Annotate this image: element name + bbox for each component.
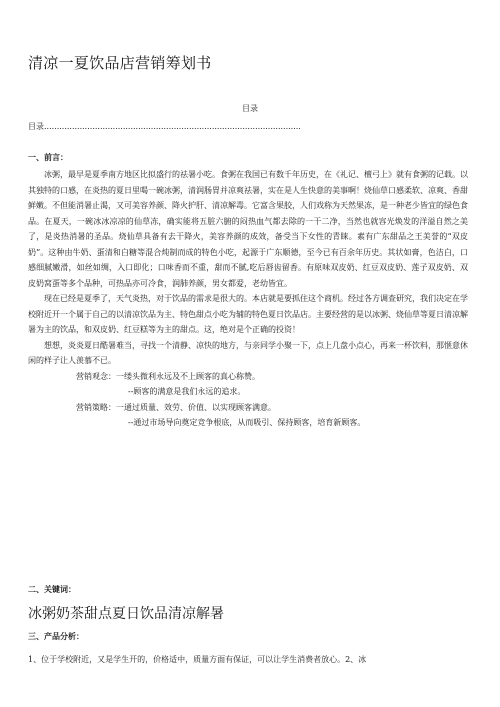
paragraph: 冰粥，最早是夏季南方地区比拟盛行的祛暑小吃。食粥在我国已有数千年历史，在《礼记、檀弓上》就有食粥的记载。以其独特的口感，在炎热的夏日里喝一碗冰粥，清润肠胃并凉爽祛暑，实在是人生快意的美事啊！烧仙草口感柔软、凉爽、香甜鲜嫩。不但能消暑止渴，又可美容养颜、降火护肝、清凉解毒。它富含果胶，人们戏称为天然果冻，是一种老少皆宜的绿色食品。在夏天，一碗冰冰凉凉的仙草冻，确实能将五脏六腑的闷热血气都去除的一干二净，当然也就容光焕发的洋溢自然之美了，是炎热消暑的圣品。烧仙草具备有去干降火，美容养颜的成效，备受当下女性的青睐。素有广东甜品之王美誉的“双皮奶”。这种由牛奶、蛋清和白糖等混合炖制而成的特色小吃，起源于广东顺德，至今已有百余年历史。其状如膏，色洁白，口感细腻嫩滑，如丝如绸，入口即化；口味香而不重，甜而不腻,吃后唇齿留香。有原味双皮奶、红豆双皮奶、莲子双皮奶、双皮奶窝蛋等多个品种，可热品亦可冷食，润肺养颜，男女都爱，老幼皆宜。 [28, 170, 468, 288]
marketing-concept: 营销观念：一缕头微利永远及不上顾客的真心称赞。 [76, 371, 260, 381]
toc-entry[interactable]: 目录..................................................................................................... [28, 122, 301, 131]
preface-body [28, 167, 468, 431]
marketing-concept-sub: --顾客的满意是我们永远的追求。 [128, 387, 246, 396]
marketing-strategy-sub: --通过市场导向奠定竞争根底，从而吸引、保持顾客，培育新顾客。 [128, 418, 366, 427]
section-heading-preface: 一、前言： [28, 153, 68, 162]
paragraph: 想想，炎炎夏日酷暑难当，寻找一个清静、凉快的地方，与亲同学小聚一下，点上几盘小点心，再来一杯饮料，那惬意休闲的样子让人羡慕不已。 [28, 340, 468, 365]
section-heading-keywords: 二、关键词： [28, 585, 76, 594]
toc-heading: 目录 [242, 104, 258, 113]
section-heading-product-analysis: 三、产品分析： [28, 632, 84, 641]
product-analysis-text: 1、位于学校附近，又是学生开的，价格适中，质量方面有保证，可以让学生消费者放心。2、冰 [28, 655, 367, 664]
document-title: 清凉一夏饮品店营销筹划书 [28, 54, 212, 72]
paragraph: 现在已经是夏季了，天气炎热，对于饮品的需求是很大的。本店就是要抓住这个商机。经过各方调查研究，我们决定在学校附近开一个属于自己的以清凉饮品为主、特色甜点小吃为辅的特色夏日饮品店。主要经营的是以冰粥、烧仙草等夏日清凉解暑为主的饮品，和双皮奶、红豆糕等为主的甜点。这，绝对是个正确的投资！ [28, 294, 468, 334]
keywords-text: 冰粥奶茶甜点夏日饮品清凉解暑 [28, 606, 224, 622]
marketing-strategy: 营销策略：一通过质量、效劳、价值、以实现顾客满意。 [76, 402, 276, 412]
